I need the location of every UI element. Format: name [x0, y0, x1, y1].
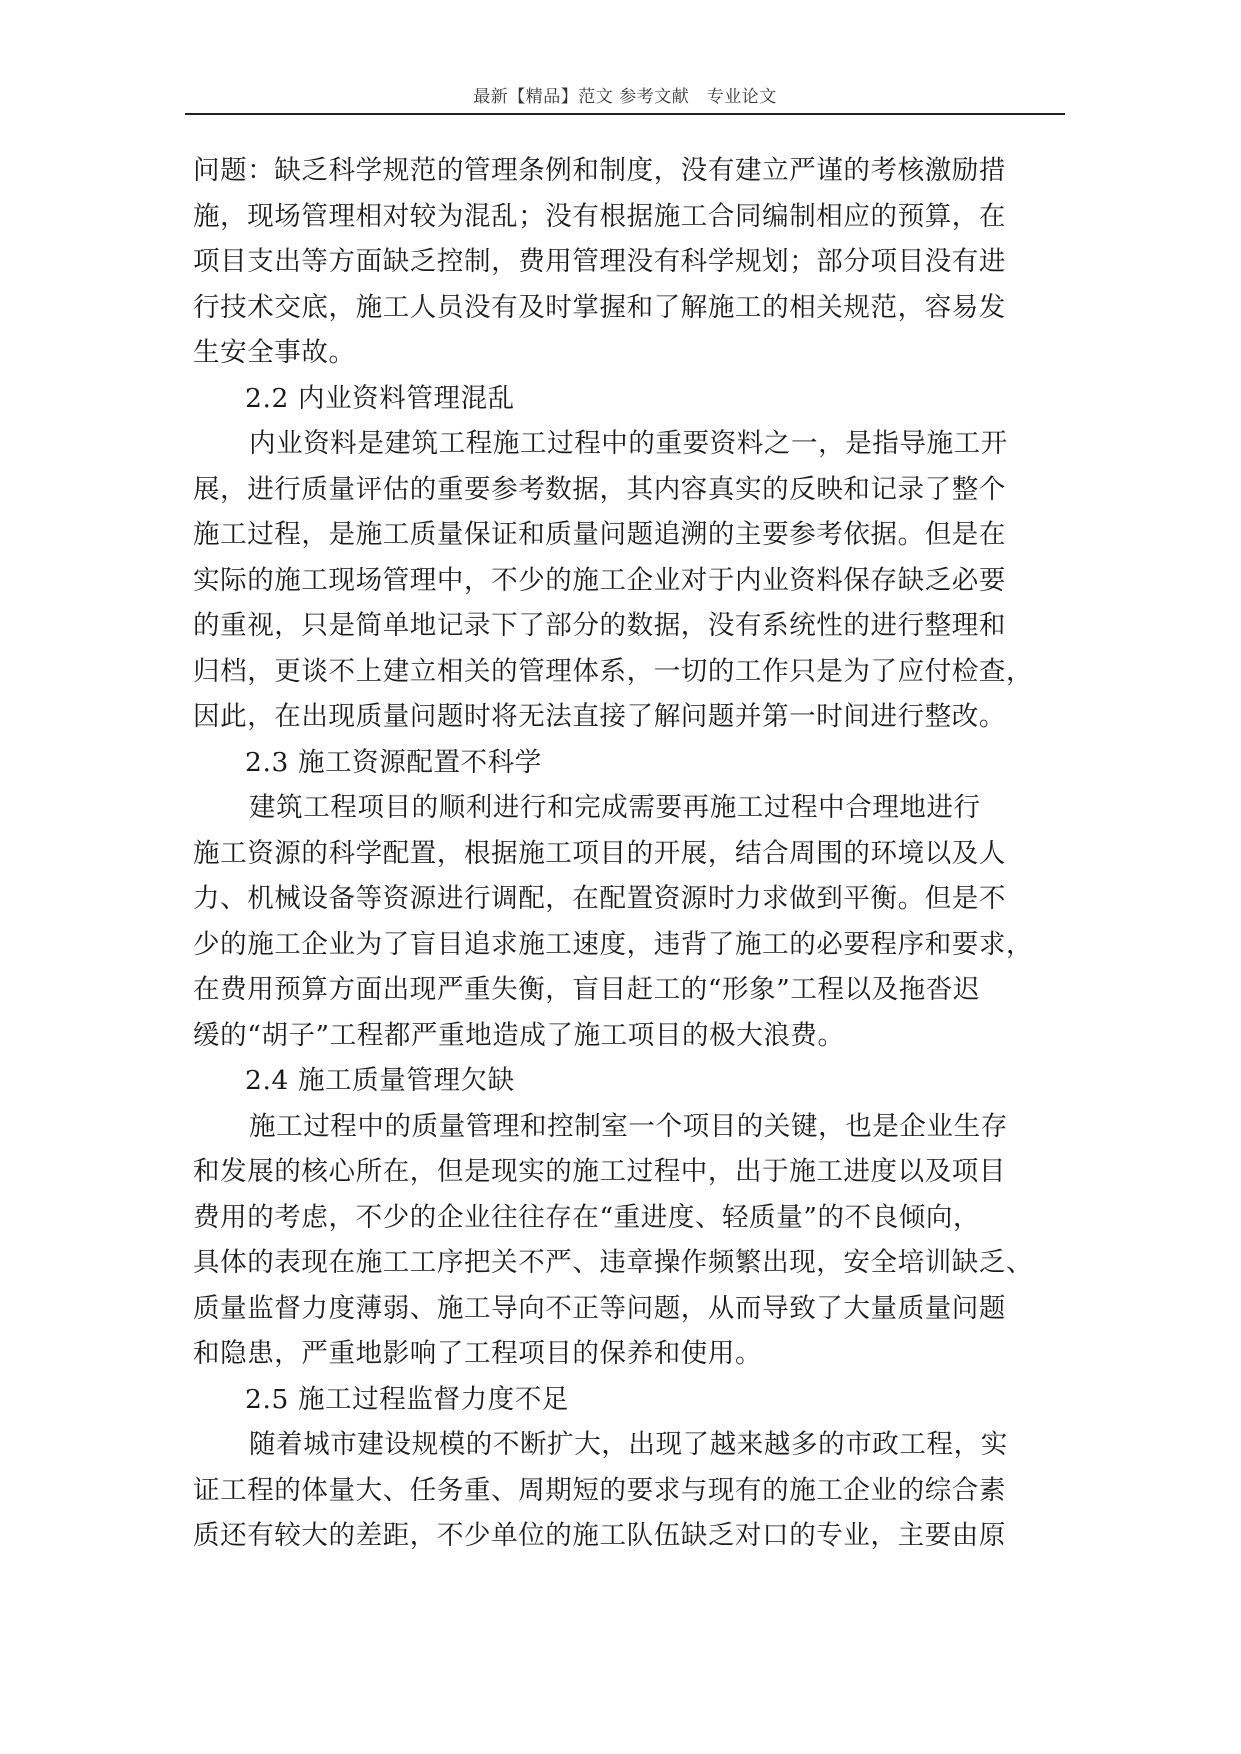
paragraph-line: 项目支出等方面缺乏控制，费用管理没有科学规划；部分项目没有进	[193, 246, 1006, 277]
page-header: 最新【精品】范文 参考文献 专业论文	[473, 87, 777, 107]
paragraph-line: 行技术交底，施工人员没有及时掌握和了解施工的相关规范，容易发	[193, 291, 1006, 323]
paragraph-line: 证工程的体量大、任务重、周期短的要求与现有的施工企业的综合素	[193, 1474, 1006, 1506]
paragraph-line: 生安全事故。	[193, 337, 356, 368]
section-heading-2-3: 2.3 施工资源配置不科学	[245, 746, 542, 778]
paragraph-line: 施工资源的科学配置，根据施工项目的开展，结合周围的环境以及人	[193, 837, 1006, 869]
paragraph-line: 的重视，只是简单地记录下了部分的数据，没有系统性的进行整理和	[193, 610, 1006, 641]
paragraph-line: 具体的表现在施工工序把关不严、违章操作频繁出现，安全培训缺乏、	[193, 1247, 1034, 1278]
paragraph-line: 问题：缺乏科学规范的管理条例和制度，没有建立严谨的考核激励措	[193, 155, 1006, 186]
document-body	[193, 148, 1063, 1559]
paragraph-line: 费用的考虑，不少的企业往往存在“重进度、轻质量”的不良倾向，	[193, 1201, 981, 1233]
paragraph-line: 在费用预算方面出现严重失衡，盲目赶工的“形象”工程以及拖沓迟	[193, 974, 981, 1005]
paragraph-line: 归档，更谈不上建立相关的管理体系，一切的工作只是为了应付检查，	[193, 655, 1034, 687]
section-heading-2-5: 2.5 施工过程监督力度不足	[245, 1383, 569, 1415]
paragraph-line: 因此，在出现质量问题时将无法直接了解问题并第一时间进行整改。	[193, 701, 1006, 732]
paragraph-line: 力、机械设备等资源进行调配，在配置资源时力求做到平衡。但是不	[193, 883, 1006, 914]
paragraph-line: 和隐患，严重地影响了工程项目的保养和使用。	[193, 1338, 763, 1369]
section-heading-2-4: 2.4 施工质量管理欠缺	[245, 1065, 515, 1096]
paragraph-line: 展，进行质量评估的重要参考数据，其内容真实的反映和记录了整个	[193, 473, 1006, 505]
paragraph-line: 施工过程，是施工质量保证和质量问题追溯的主要参考依据。但是在	[193, 519, 1006, 550]
paragraph-line: 质还有较大的差距，不少单位的施工队伍缺乏对口的专业，主要由原	[193, 1520, 1006, 1551]
paragraph-line: 质量监督力度薄弱、施工导向不正等问题，从而导致了大量质量问题	[193, 1292, 1006, 1324]
paragraph-line: 建筑工程项目的顺利进行和完成需要再施工过程中合理地进行	[249, 792, 981, 823]
paragraph-line: 少的施工企业为了盲目追求施工速度，违背了施工的必要程序和要求，	[193, 928, 1034, 960]
paragraph-line: 随着城市建设规模的不断扩大，出现了越来越多的市政工程，实	[249, 1429, 1008, 1460]
header-divider	[185, 113, 1065, 115]
paragraph-line: 内业资料是建筑工程施工过程中的重要资料之一，是指导施工开	[249, 428, 1008, 459]
paragraph-line: 缓的“胡子”工程都严重地造成了施工项目的极大浪费。	[193, 1019, 845, 1051]
paragraph-line: 施工过程中的质量管理和控制室一个项目的关键，也是企业生存	[249, 1110, 1008, 1142]
paragraph-line: 实际的施工现场管理中，不少的施工企业对于内业资料保存缺乏必要	[193, 564, 1006, 596]
paragraph-line: 和发展的核心所在，但是现实的施工过程中，出于施工进度以及项目	[193, 1156, 1006, 1187]
section-heading-2-2: 2.2 内业资料管理混乱	[245, 382, 515, 414]
paragraph-line: 施，现场管理相对较为混乱；没有根据施工合同编制相应的预算，在	[193, 200, 1006, 232]
